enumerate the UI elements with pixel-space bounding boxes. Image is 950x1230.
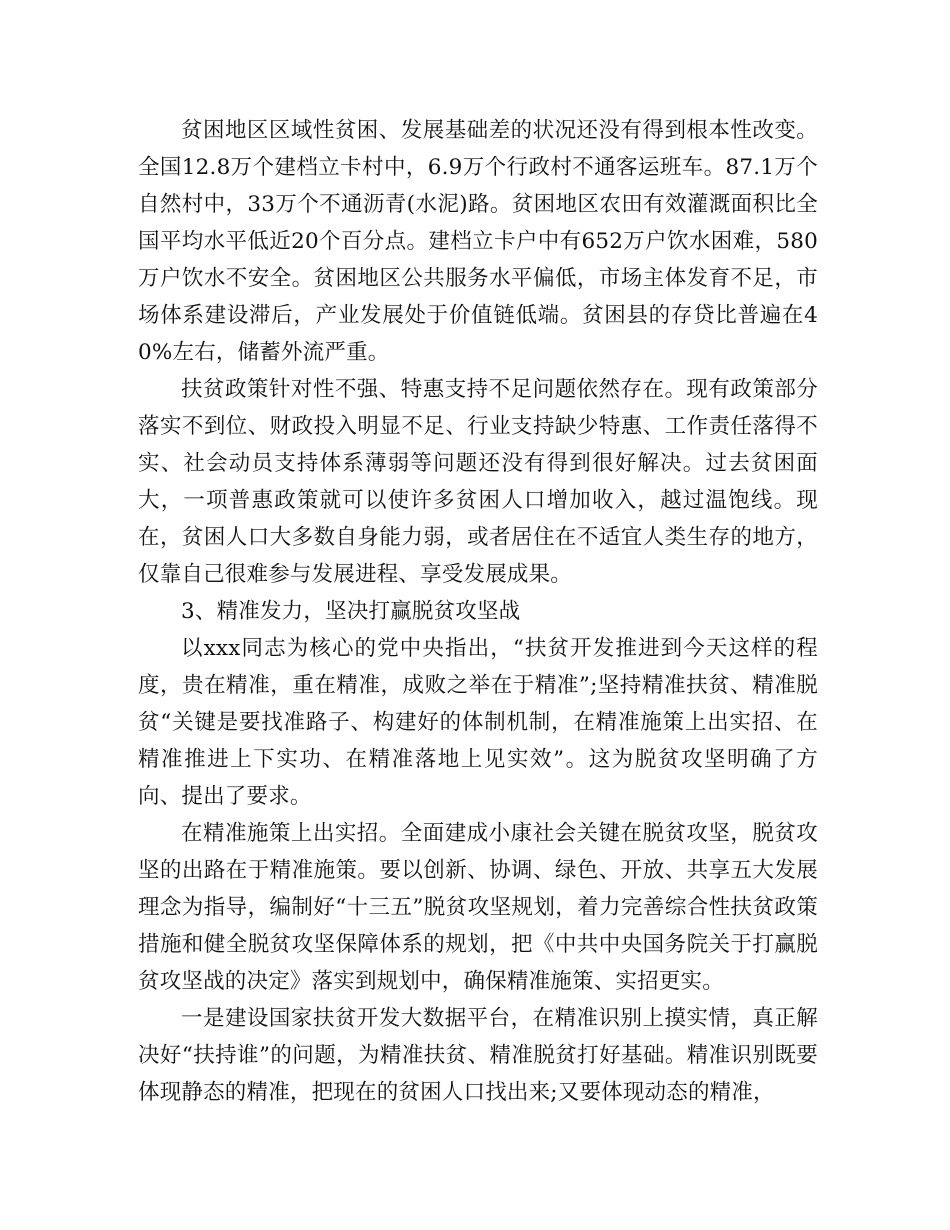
paragraph-big-data-platform: 一是建设国家扶贫开发大数据平台，在精准识别上摸实情，真正解决好“扶持谁”的问题，为精准扶贫、精准脱贫打好基础。精准识别既要体现静态的精准，把现在的贫困人口找出来;又要体现动态的精准， <box>138 1006 818 1105</box>
paragraph-policy-issues: 扶贫政策针对性不强、特惠支持不足问题依然存在。现有政策部分落实不到位、财政投入明显不足、行业支持缺少特惠、工作责任落得不实、社会动员支持体系薄弱等问题还没有得到很好解决。过去贫困面大，一项普惠政策就可以使许多贫困人口增加收入，越过温饱线。现在，贫困人口大多数自身能力弱，或者居住在不适宜人类生存的地方，仅靠自己很难参与发展进程、享受发展成果。 <box>138 377 818 587</box>
paragraph-regional-poverty: 贫困地区区域性贫困、发展基础差的状况还没有得到根本性改变。全国12.8万个建档立卡村中，6.9万个行政村不通客运班车。87.1万个自然村中，33万个不通沥青(水泥)路。贫困地区农田有效灌溉面积比全国平均水平低近20个百分点。建档立卡户中有652万户饮水困难，580万户饮水不安全。贫困地区公共服务水平偏低，市场主体发育不足，市场体系建设滞后，产业发展处于价值链低端。贫困县的存贷比普遍在40%左右，储蓄外流严重。 <box>138 118 818 365</box>
section-heading: 3、精准发力，坚决打赢脱贫攻坚战 <box>181 599 521 624</box>
paragraph-precise-measures: 在精准施策上出实招。全面建成小康社会关键在脱贫攻坚，脱贫攻坚的出路在于精准施策。要以创新、协调、绿色、开放、共享五大发展理念为指导，编制好“十三五”脱贫攻坚规划，着力完善综合性扶贫政策措施和健全脱贫攻坚保障体系的规划，把《中共中央国务院关于打赢脱贫攻坚战的决定》落实到规划中，确保精准施策、实招更实。 <box>138 821 818 994</box>
paragraph-central-committee: 以xxx同志为核心的党中央指出，“扶贫开发推进到今天这样的程度，贵在精准，重在精准，成败之举在于精准”;坚持精准扶贫、精准脱贫“关键是要找准路子、构建好的体制机制，在精准施策上出实招、在精准推进上下实功、在精准落地上见实效”。这为脱贫攻坚明确了方向、提出了要求。 <box>138 636 818 809</box>
document-body <box>138 112 818 1111</box>
